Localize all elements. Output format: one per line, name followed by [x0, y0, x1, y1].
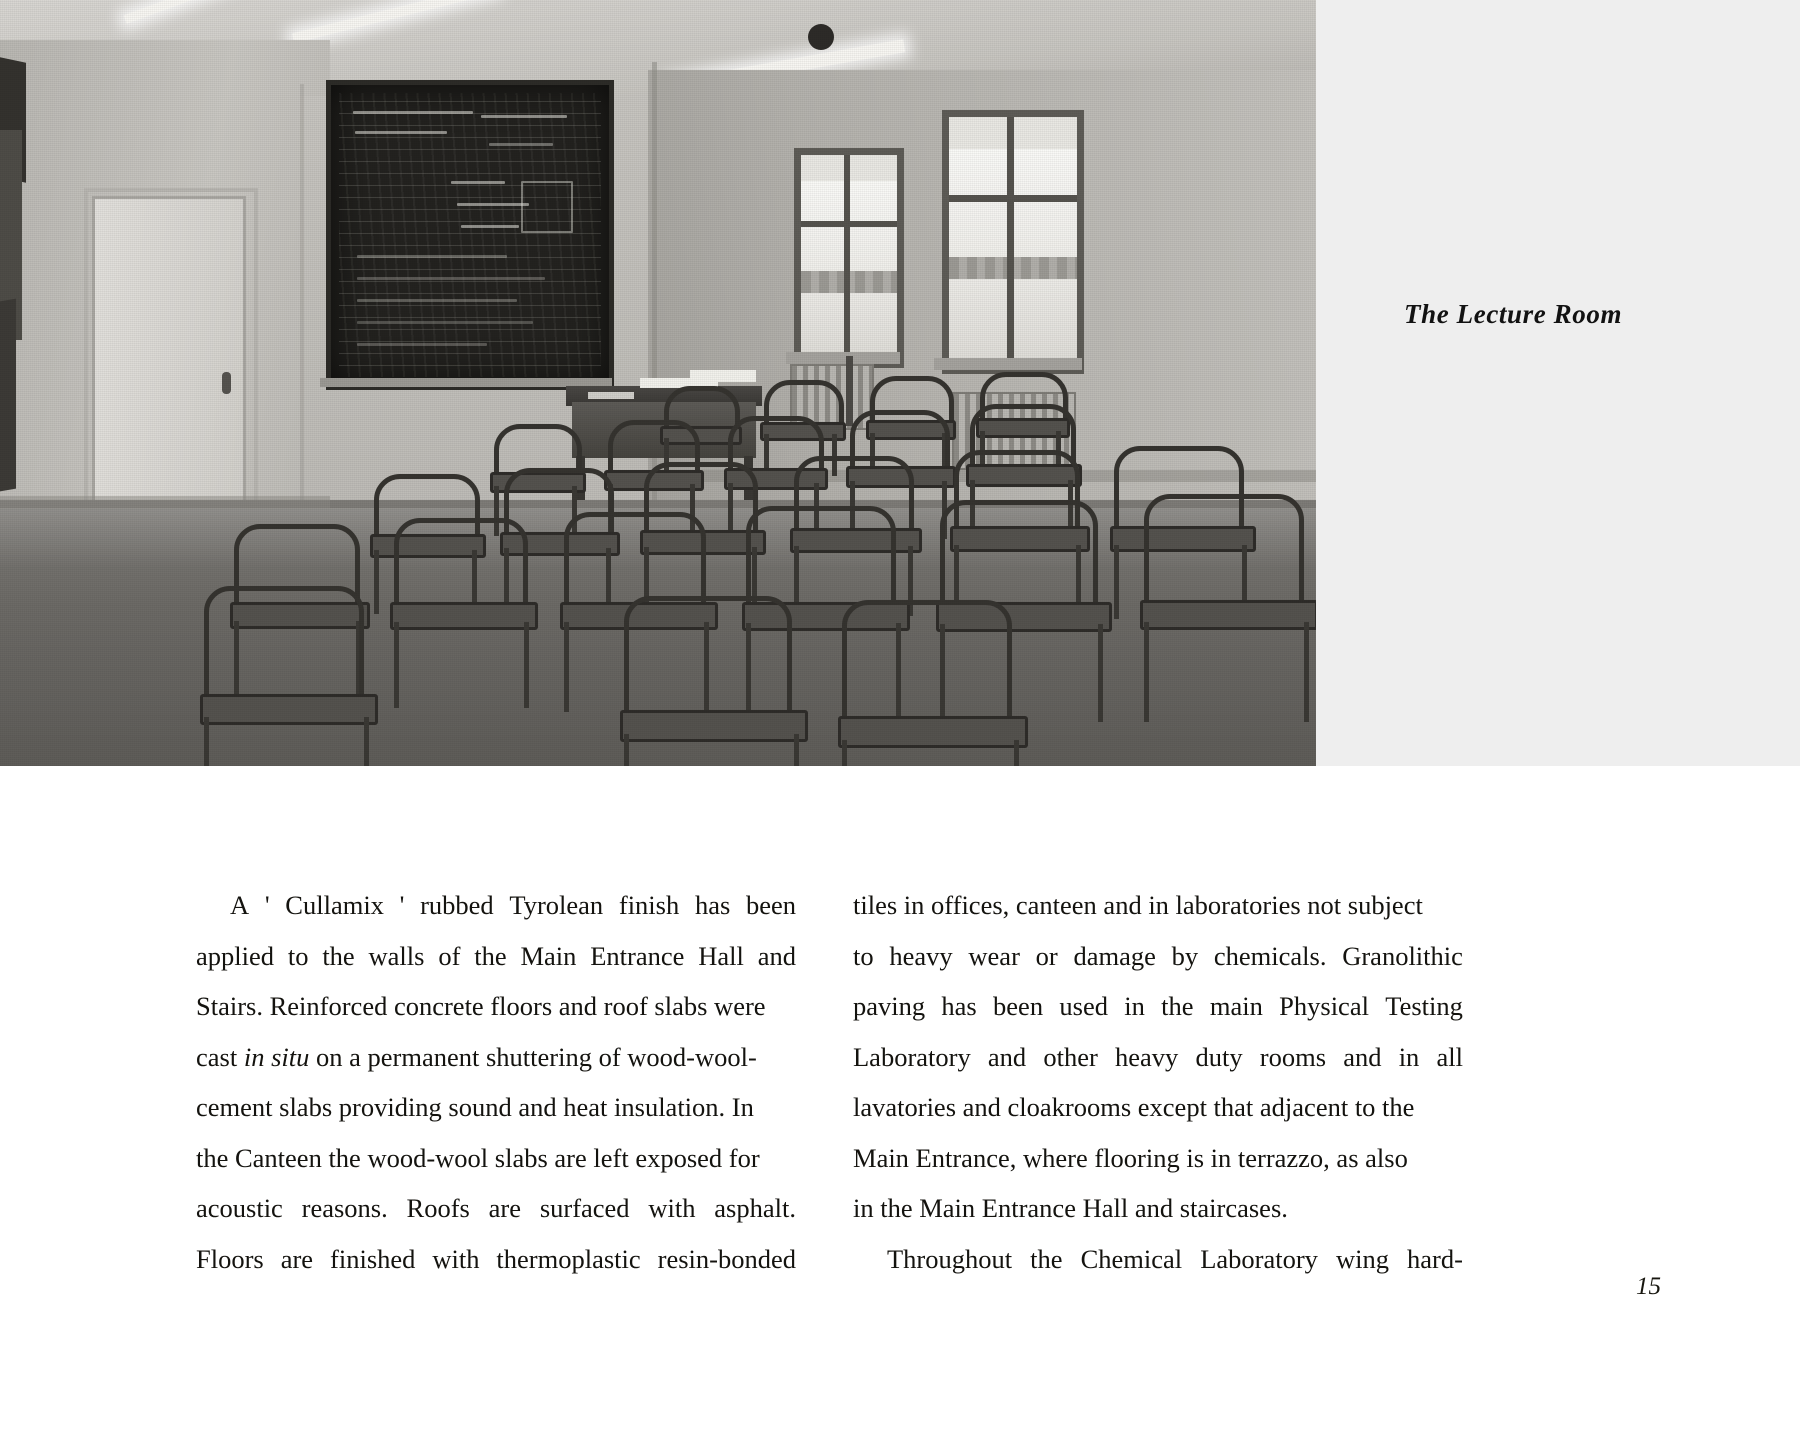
- window-sill: [786, 352, 900, 364]
- text-line: acoustic reasons. Roofs are surfaced with asphalt.: [196, 1193, 796, 1223]
- door-handle-icon: [222, 372, 231, 394]
- papers: [588, 392, 634, 399]
- papers: [690, 370, 756, 382]
- latin-phrase: in situ: [243, 1041, 310, 1072]
- text-line: tiles in offices, canteen and in laboratories not subject: [853, 890, 1423, 920]
- ceiling-lamp-icon: [808, 24, 834, 50]
- text-column-left: [196, 880, 796, 1284]
- paragraph: [853, 880, 1463, 1234]
- text-line: paving has been used in the main Physical Testing: [853, 991, 1463, 1021]
- text-line: cement slabs providing sound and heat insulation. In: [196, 1092, 754, 1122]
- photo-caption: The Lecture Room: [1404, 299, 1623, 329]
- window: [942, 110, 1084, 374]
- skirting: [0, 496, 330, 508]
- text-line: the Canteen the wood-wool slabs are left exposed for: [196, 1142, 760, 1173]
- window: [794, 148, 904, 368]
- text-line: in the Main Entrance Hall and staircases.: [853, 1193, 1288, 1223]
- page-number: 15: [1636, 1273, 1661, 1300]
- blackboard: [326, 80, 614, 390]
- text-line: Floors are finished with thermoplastic resin-bonded: [196, 1243, 796, 1274]
- wall-object: [0, 299, 16, 492]
- text-line: Throughout the Chemical Laboratory wing hard-: [887, 1243, 1463, 1274]
- paragraph: [853, 1234, 1463, 1285]
- pipe: [846, 356, 853, 426]
- text-line: Main Entrance, where flooring is in terrazzo, as also: [853, 1142, 1408, 1173]
- text-line: A ' Cullamix ' rubbed Tyrolean finish has been: [230, 890, 796, 920]
- wall-corner: [300, 84, 304, 524]
- chalk-writing: [339, 93, 601, 377]
- lecture-room-photograph: [0, 0, 1316, 766]
- text-line: cast in situ on a permanent shuttering of wood-wool-: [196, 1041, 757, 1072]
- text-column-right: [853, 880, 1463, 1284]
- text-line: to heavy wear or damage by chemicals. Granolithic: [853, 940, 1463, 971]
- text-line: Stairs. Reinforced concrete floors and roof slabs were: [196, 991, 766, 1021]
- text-line: lavatories and cloakrooms except that adjacent to the: [853, 1092, 1415, 1122]
- paragraph: [196, 880, 796, 1284]
- text-line: applied to the walls of the Main Entrance Hall and: [196, 940, 796, 971]
- door: [92, 196, 246, 522]
- text-line: Laboratory and other heavy duty rooms and in all: [853, 1041, 1463, 1072]
- window-sill: [934, 358, 1082, 370]
